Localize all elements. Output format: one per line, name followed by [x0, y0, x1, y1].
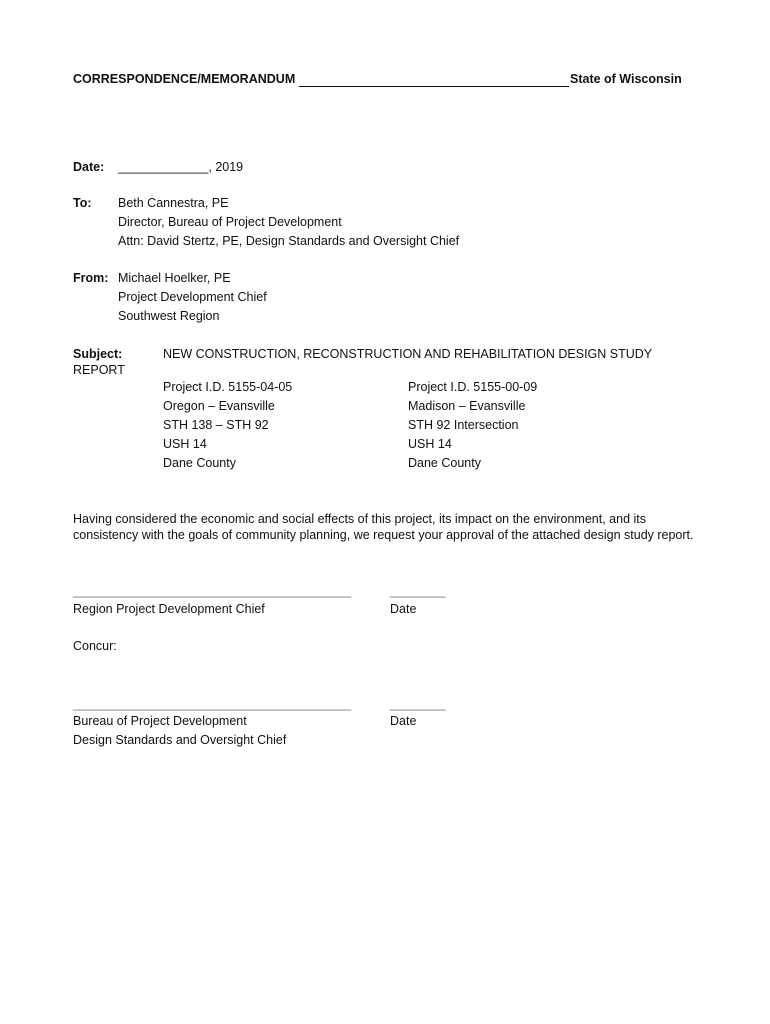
project-right-line-3: STH 92 Intersection — [408, 418, 519, 432]
concur-label: Concur: — [73, 639, 117, 653]
subject-title-continued: REPORT — [73, 363, 125, 377]
project-left-line-1: Project I.D. 5155-04-05 — [163, 380, 293, 394]
signature-name-2-line-2: Design Standards and Oversight Chief — [73, 733, 287, 747]
date-value: _____________, 2019 — [118, 160, 244, 174]
body-paragraph-line-1: Having considered the economic and social effects of this project, its impact on the environment, and its — [73, 512, 646, 526]
signature-date-label-2: Date — [390, 714, 417, 728]
from-line-1: Michael Hoelker, PE — [118, 271, 231, 285]
to-label: To: — [73, 196, 92, 210]
project-right-line-1: Project I.D. 5155-00-09 — [408, 380, 538, 394]
from-line-3: Southwest Region — [118, 309, 220, 323]
to-line-3: Attn: David Stertz, PE, Design Standards and Oversight Chief — [118, 234, 460, 248]
to-line-1: Beth Cannestra, PE — [118, 196, 229, 210]
to-line-2: Director, Bureau of Project Development — [118, 215, 342, 229]
header-rule — [299, 86, 569, 87]
project-left-line-3: STH 138 – STH 92 — [163, 418, 269, 432]
from-line-2: Project Development Chief — [118, 290, 267, 304]
memo-header-left: CORRESPONDENCE/MEMORANDUM — [73, 72, 296, 86]
project-right-line-4: USH 14 — [408, 437, 452, 451]
signature-date-line-1: ________ — [390, 584, 446, 598]
project-right-line-5: Dane County — [408, 456, 481, 470]
subject-label: Subject: — [73, 347, 123, 361]
project-left-line-5: Dane County — [163, 456, 236, 470]
project-right-line-2: Madison – Evansville — [408, 399, 526, 413]
date-label: Date: — [73, 160, 105, 174]
body-paragraph-line-2: consistency with the goals of community planning, we request your approval of the attached design study report. — [73, 528, 694, 542]
from-label: From: — [73, 271, 109, 285]
project-left-line-2: Oregon – Evansville — [163, 399, 275, 413]
signature-name-2-line-1: Bureau of Project Development — [73, 714, 247, 728]
signature-line-1: ________________________________________ — [73, 584, 352, 598]
memo-header-right: State of Wisconsin — [570, 72, 682, 86]
signature-date-line-2: ________ — [390, 697, 446, 711]
signature-date-label-1: Date — [390, 602, 417, 616]
signature-name-1: Region Project Development Chief — [73, 602, 265, 616]
subject-title: NEW CONSTRUCTION, RECONSTRUCTION AND REHABILITATION DESIGN STUDY — [163, 347, 653, 361]
project-left-line-4: USH 14 — [163, 437, 207, 451]
signature-line-2: ________________________________________ — [73, 697, 352, 711]
